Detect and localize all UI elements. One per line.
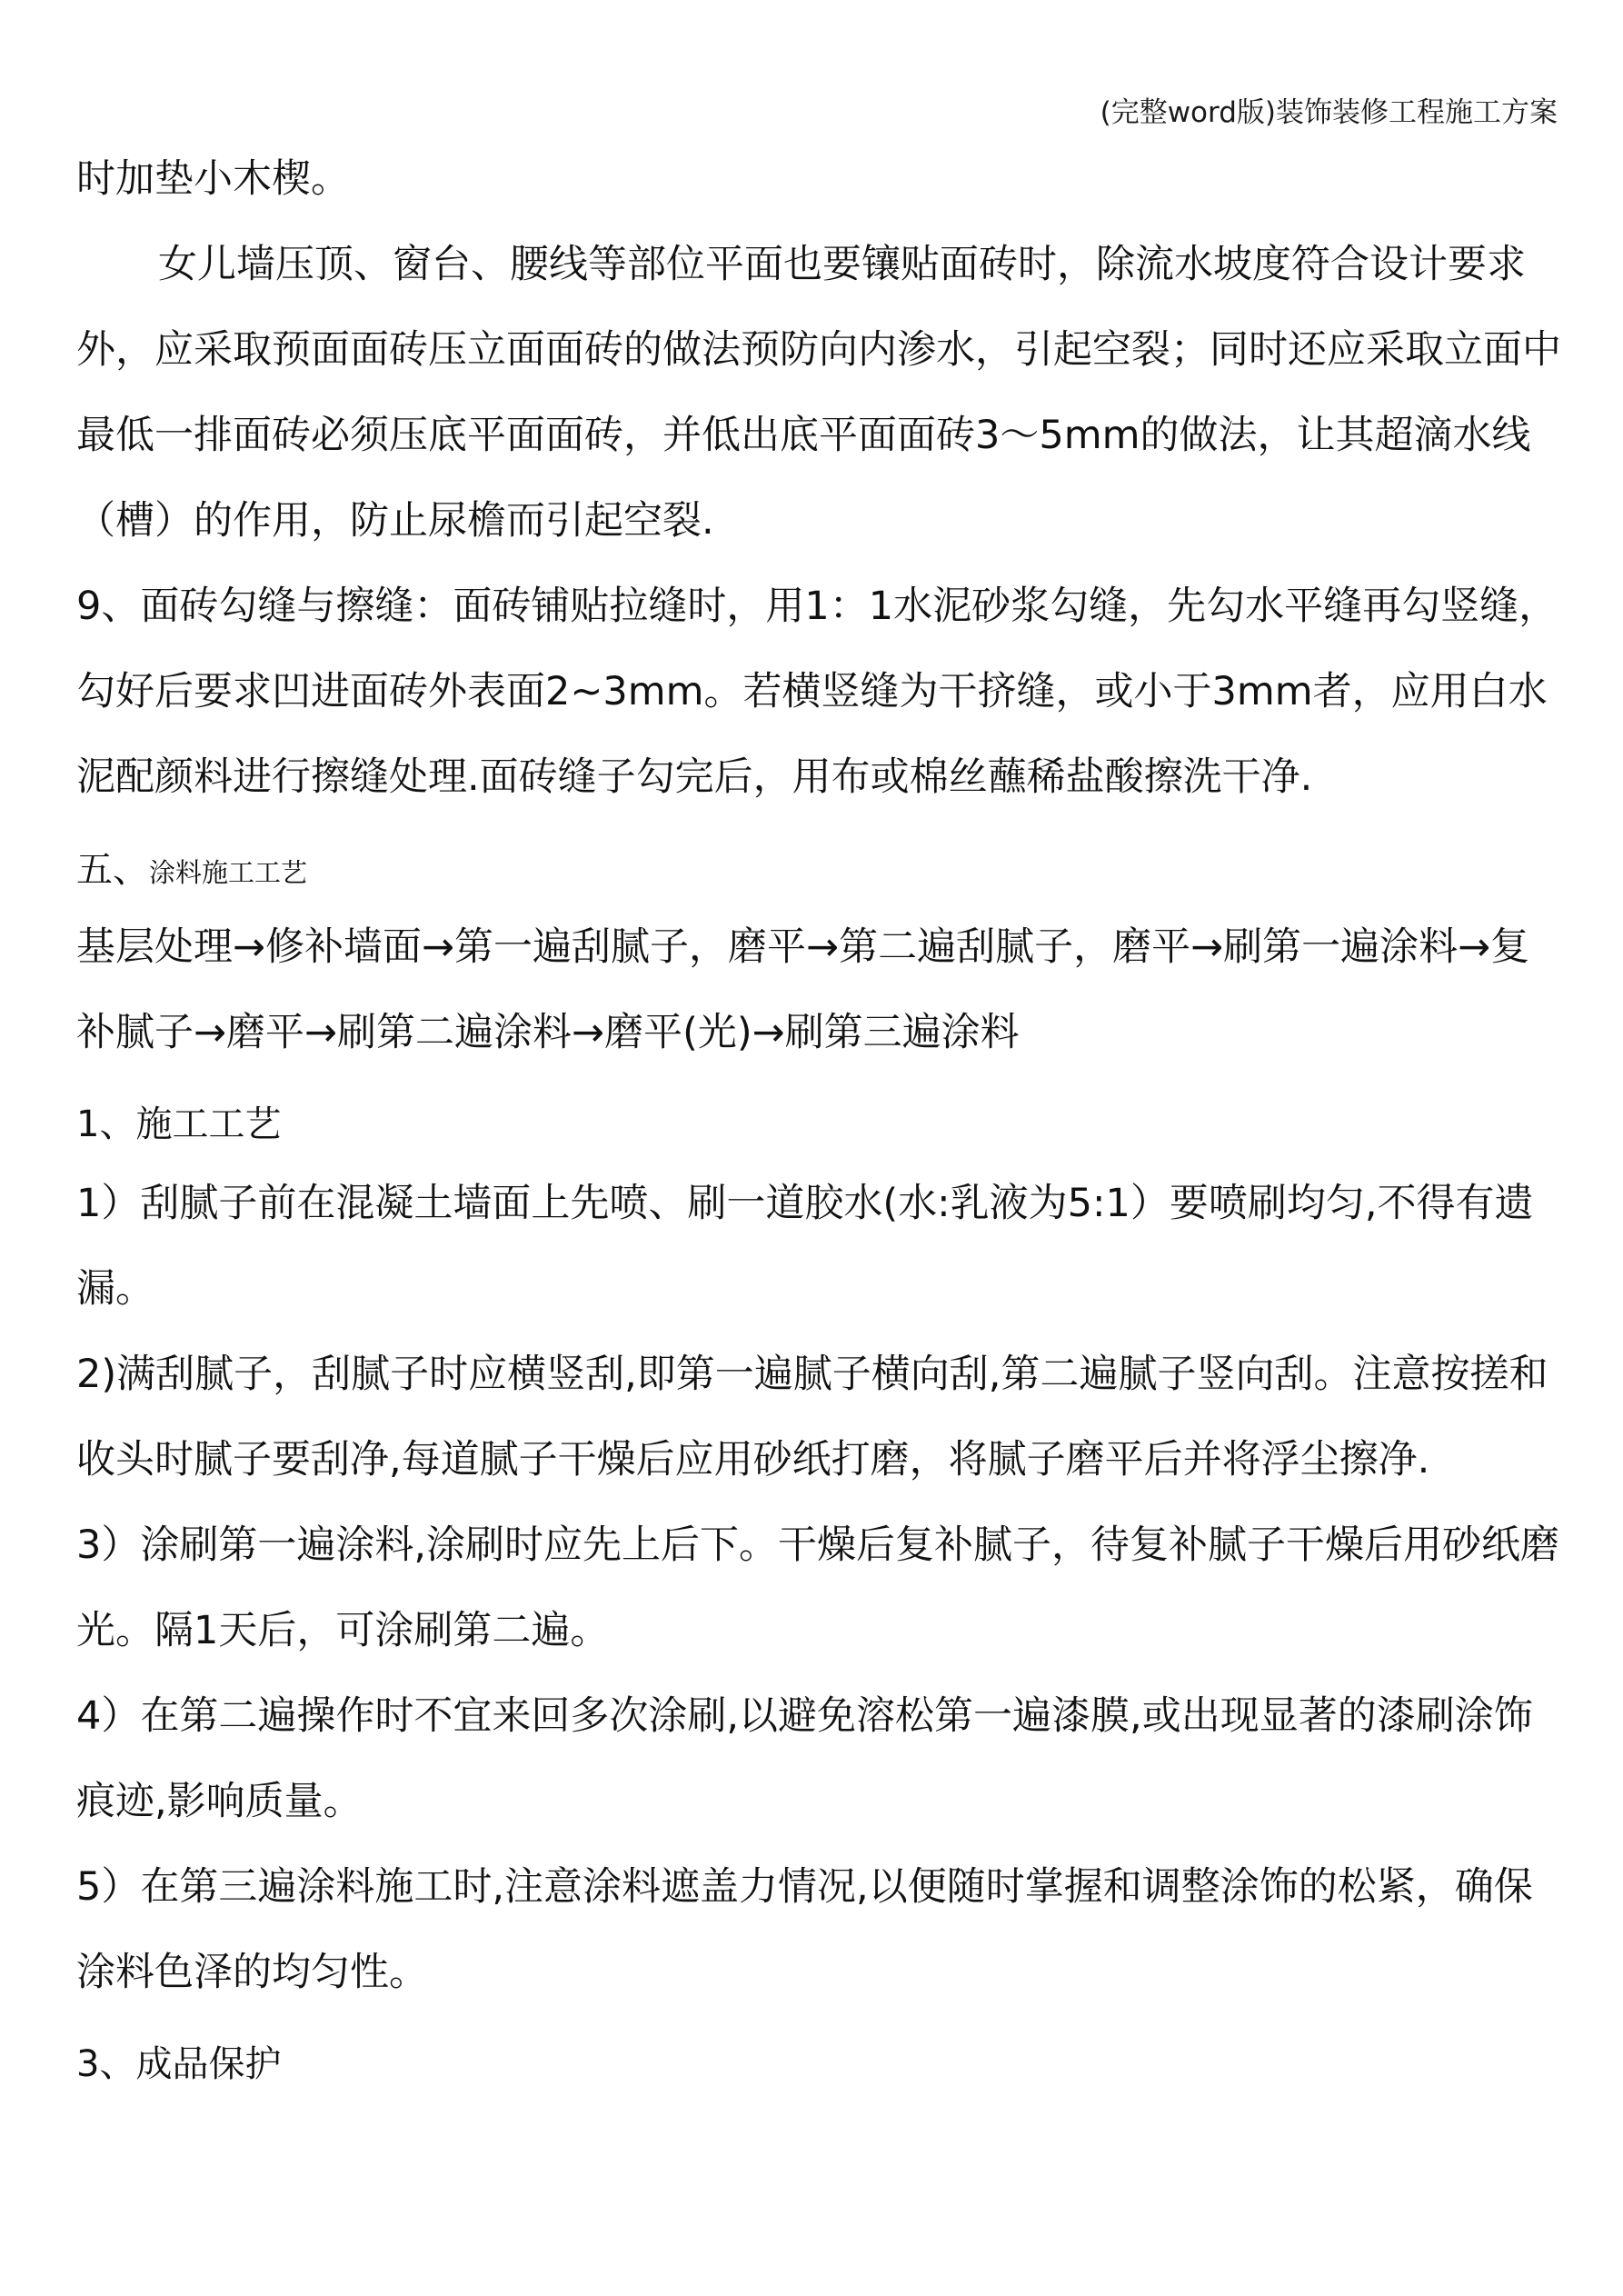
- subsection-heading-process: 1、施工工艺: [76, 1103, 282, 1145]
- paragraph-step-4: 4）在第二遍操作时不宜来回多次涂刷,以避免溶松第一遍漆膜,或出现显著的漆刷涂饰痕迹,影响质量。: [76, 1693, 1533, 1824]
- document-body: [76, 136, 1567, 2101]
- subsection-heading-protection: 3、成品保护: [76, 2043, 282, 2085]
- paragraph-step-5: 5）在第三遍涂料施工时,注意涂料遮盖力情况,以便随时掌握和调整涂饰的松紧，确保涂料色泽的均匀性。: [76, 1864, 1533, 1995]
- section-heading-coating: [76, 838, 1567, 904]
- paragraph-process-flow: 基层处理→修补墙面→第一遍刮腻子，磨平→第二遍刮腻子，磨平→刷第一遍涂料→复补腻子→磨平→刷第二遍涂料→磨平(光)→刷第三遍涂料: [76, 924, 1530, 1055]
- paragraph-tile-joints: 9、面砖勾缝与擦缝：面砖铺贴拉缝时，用1：1水泥砂浆勾缝，先勾水平缝再勾竖缝，勾好后要求凹进面砖外表面2~3mm。若横竖缝为干挤缝，或小于3mm者，应用白水泥配颜料进行擦缝处理.面砖缝子勾完后，用布或棉丝蘸稀盐酸擦洗干净.: [76, 584, 1558, 800]
- section-number: 五、: [76, 849, 149, 891]
- paragraph-step-3: 3）涂刷第一遍涂料,涂刷时应先上后下。干燥后复补腻子，待复补腻子干燥后用砂纸磨光。隔1天后，可涂刷第二遍。: [76, 1522, 1560, 1653]
- paragraph-parapet-tiles: 女儿墙压顶、窗台、腰线等部位平面也要镶贴面砖时，除流水坡度符合设计要求外，应采取预面面砖压立面面砖的做法预防向内渗水，引起空裂；同时还应采取立面中最低一排面砖必须压底平面面砖，并低出底平面面砖3～5mm的做法，让其超滴水线（槽）的作用，防止尿檐而引起空裂.: [76, 242, 1561, 544]
- section-title: 涂料施工工艺: [149, 857, 308, 888]
- paragraph-step-1: 1）刮腻子前在混凝土墙面上先喷、刷一道胶水(水:乳液为5:1）要喷刷均匀,不得有遗漏。: [76, 1181, 1534, 1312]
- paragraph-step-2: 2)满刮腻子，刮腻子时应横竖刮,即第一遍腻子横向刮,第二遍腻子竖向刮。注意按搓和收头时腻子要刮净,每道腻子干燥后应用砂纸打磨，将腻子磨平后并将浮尘擦净.: [76, 1352, 1548, 1482]
- paragraph-wedge-note: 时加垫小木楔。: [76, 156, 350, 202]
- page-header: (完整word版)装饰装修工程施工方案: [1100, 96, 1558, 129]
